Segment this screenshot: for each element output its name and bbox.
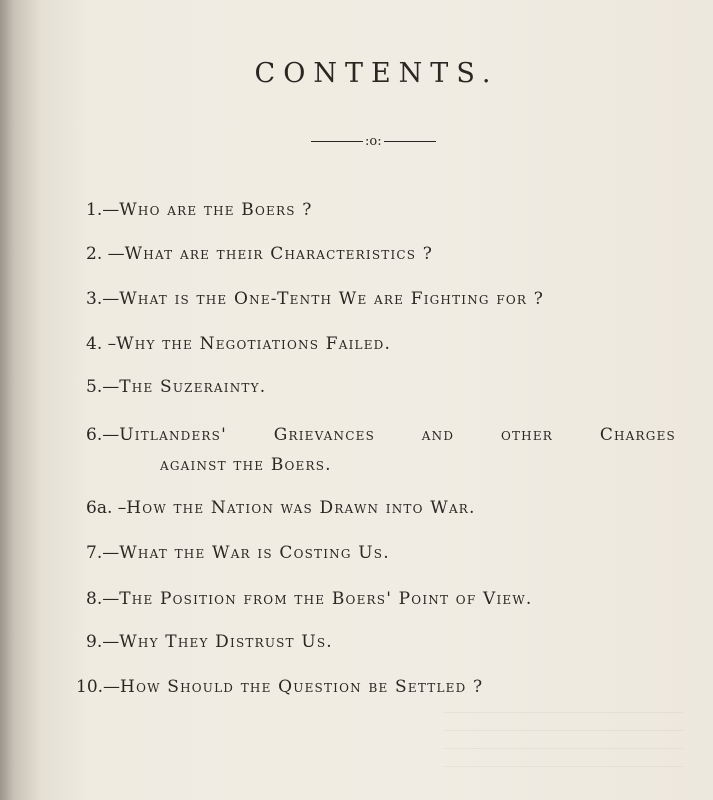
entry-number: 5.— [86,377,120,397]
entry-title: Who are the Boers ? [119,200,313,220]
entry-title: What are their Characteristics ? [124,244,434,264]
toc-entry-6a[interactable] [86,498,476,518]
entry-number: 8.— [86,589,120,609]
show-through-line [443,712,683,713]
show-through-line [443,730,683,731]
entry-title: How the Nation was Drawn into War. [126,498,476,518]
entry-title: The Position from the Boers' Point of View. [119,589,533,609]
toc-entry-2[interactable] [86,244,433,264]
entry-number: 7.— [86,543,120,563]
entry-number: 9.— [86,632,120,652]
page-title: CONTENTS. [254,58,499,89]
toc-entry-6-continuation: against the Boers. [160,455,332,475]
entry-title-word: and [421,425,455,445]
toc-entry-5[interactable] [86,377,266,397]
entry-number: 1.— [86,200,120,220]
entry-number: 3.— [86,289,120,309]
entry-number: 6.— [86,425,120,445]
divider-mark: :o: [365,134,382,149]
entry-number: 10.— [76,677,121,697]
toc-entry-8[interactable] [86,589,532,609]
show-through-line [443,748,683,749]
entry-title: How Should the Question be Settled ? [120,677,484,697]
entry-title-word: other [500,425,554,445]
entry-title: What the War is Costing Us. [119,543,390,563]
entry-title: Why the Negotiations Failed. [116,334,392,354]
show-through-line [443,766,683,767]
toc-entry-9[interactable] [86,632,333,652]
entry-title: The Suzerainty. [119,377,267,397]
entry-number: 6a. – [86,498,127,518]
divider-rule-right [384,141,436,142]
toc-entry-10[interactable] [76,677,483,697]
ornamental-divider [311,134,436,149]
entry-title-word: 6.—Uitlanders' [86,425,227,445]
entry-number: 4. – [86,334,117,354]
toc-entry-7[interactable] [86,543,390,563]
toc-entry-6[interactable] [86,425,676,445]
toc-entry-4[interactable] [86,334,391,354]
entry-title: What is the One-Tenth We are Fighting for ? [119,289,545,309]
entry-title: Why They Distrust Us. [119,632,333,652]
toc-entry-1[interactable] [86,200,313,220]
entry-title-line-1 [86,425,676,445]
entry-number: 2. — [86,244,125,264]
toc-entry-3[interactable] [86,289,544,309]
divider-rule-left [311,141,363,142]
entry-title-word: Charges [599,425,676,445]
entry-title-word: Grievances [273,425,376,445]
